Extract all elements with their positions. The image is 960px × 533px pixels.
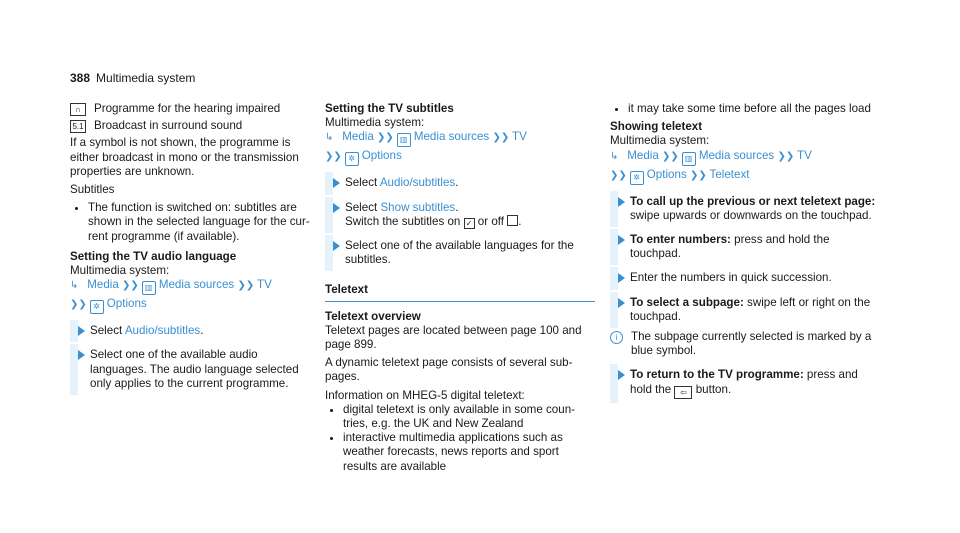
step	[325, 201, 595, 229]
menu-item-audio-subtitles: Audio/subtitles	[379, 176, 456, 190]
return-arrow-icon: ↳	[70, 280, 79, 292]
media-sources-icon: ▥	[142, 281, 156, 295]
symbol-row-surround	[70, 119, 310, 133]
step	[70, 324, 310, 338]
hearing-impaired-icon: ∩	[70, 103, 86, 116]
path-teletext: Teletext	[709, 167, 750, 181]
menu-path-cont	[325, 149, 595, 166]
step	[610, 296, 880, 324]
symbol-desc: Broadcast in surround sound	[94, 119, 243, 133]
menu-item-audio-subtitles: Audio/subtitles	[124, 324, 201, 338]
checkbox-checked-icon: ✓	[464, 218, 475, 229]
heading-showing-teletext: Showing teletext	[610, 120, 703, 134]
step-text: swipe upwards or downwards on the touchpad.	[630, 208, 872, 222]
step-arrow-icon	[618, 197, 625, 207]
step-arrow-icon	[618, 273, 625, 283]
chevron-double-icon: ❯❯	[492, 132, 513, 144]
symbol-row-hearing	[70, 102, 310, 116]
path-media: Media	[87, 278, 119, 292]
path-tv: TV	[257, 278, 272, 292]
step	[70, 348, 310, 391]
chevron-double-icon: ❯❯	[777, 150, 798, 162]
page-number: 388	[70, 71, 91, 85]
column-3	[610, 102, 880, 405]
step-text: .	[200, 324, 204, 338]
step-arrow-icon	[78, 326, 85, 336]
symbol-desc: Programme for the hearing impaired	[94, 102, 281, 115]
step-bold: To enter numbers:	[630, 233, 731, 247]
menu-item-show-subtitles: Show subtitles	[380, 200, 456, 214]
bullet-list	[70, 201, 310, 244]
step-arrow-icon	[618, 235, 625, 245]
media-sources-icon: ▥	[397, 133, 411, 147]
paragraph: A dynamic teletext page consists of several sub-pages.	[325, 356, 573, 384]
page-header	[70, 71, 195, 85]
step	[610, 195, 880, 223]
step	[610, 368, 880, 398]
list-item: • digital teletext is only available in some countries, e.g. the UK and New Zealand	[343, 403, 595, 431]
path-options: Options	[361, 149, 402, 163]
step	[325, 239, 595, 267]
section-teletext: Teletext	[325, 283, 595, 301]
heading-subtitles: Setting the TV subtitles	[325, 102, 454, 115]
step-text: Switch the subtitles on	[345, 214, 464, 228]
step-text: Select	[345, 176, 380, 190]
system-label: Multimedia system:	[70, 264, 170, 278]
chevron-double-icon: ❯❯	[122, 280, 142, 292]
paragraph: If a symbol is not shown, the programme is either broadcast in mono or the transmission properties are unknown.	[70, 136, 299, 178]
step-text: .	[518, 214, 522, 228]
step-bold: To call up the previous or next teletext page:	[630, 194, 876, 208]
path-tv: TV	[512, 130, 527, 144]
chevron-double-icon: ❯❯	[610, 169, 630, 181]
column-2	[325, 102, 595, 480]
system-label: Multimedia system:	[610, 134, 710, 148]
page-title: Multimedia system	[96, 71, 196, 85]
system-label: Multimedia system:	[325, 116, 425, 130]
list-item: • interactive multimedia applications such as weather forecasts, news reports and sport results are available	[343, 431, 595, 474]
paragraph: Teletext pages are located between page 100 and page 899.	[325, 323, 582, 352]
step-text: swipe left or right on the touchpad.	[630, 295, 871, 323]
back-button-icon: ⇦	[674, 386, 692, 399]
chevron-double-icon: ❯❯	[377, 132, 397, 144]
menu-path	[70, 278, 310, 295]
step-text: .	[455, 176, 459, 190]
step-bold: To select a subpage:	[630, 295, 744, 309]
media-sources-icon: ▥	[682, 152, 696, 166]
bullet-list	[610, 102, 880, 116]
menu-path-cont	[610, 168, 880, 185]
chevron-double-icon: ❯❯	[237, 280, 258, 292]
list-item: • it may take some time before all the pages load	[628, 102, 880, 116]
info-icon: i	[610, 331, 623, 344]
step-text: Enter the numbers in quick succession.	[630, 271, 832, 285]
step-bold: To return to the TV programme:	[630, 368, 804, 382]
chevron-double-icon: ❯❯	[662, 150, 682, 162]
step-arrow-icon	[618, 298, 625, 308]
gear-icon: ✲	[630, 171, 644, 185]
path-media-sources: Media sources	[413, 130, 490, 144]
chevron-double-icon: ❯❯	[689, 169, 710, 181]
bullet-list	[325, 403, 595, 474]
step-text: Select one of the available languages for the subtitles.	[345, 239, 574, 267]
menu-path-cont	[70, 297, 310, 314]
step	[610, 271, 880, 285]
path-media-sources: Media sources	[698, 148, 775, 162]
info-note	[610, 330, 880, 358]
step-text: Select one of the available audio languages. The audio language selected only applies to the current programme.	[90, 348, 299, 390]
menu-path	[325, 130, 595, 147]
label-subtitles: Subtitles	[70, 183, 115, 197]
path-media: Media	[342, 130, 374, 144]
return-arrow-icon: ↳	[325, 132, 334, 144]
surround-sound-icon: 5.1	[70, 120, 86, 133]
path-media-sources: Media sources	[158, 278, 235, 292]
list-item: • The function is switched on: subtitles are shown in the selected language for the current programme (if available).	[88, 201, 310, 244]
step-text: .	[455, 200, 459, 214]
chevron-double-icon: ❯❯	[70, 299, 90, 311]
path-media: Media	[627, 148, 659, 162]
step-text: press and hold the touchpad.	[630, 233, 830, 261]
path-options: Options	[646, 167, 687, 181]
step-arrow-icon	[78, 350, 85, 360]
gear-icon: ✲	[90, 300, 104, 314]
path-options: Options	[106, 297, 147, 311]
menu-path	[610, 149, 880, 166]
checkbox-empty-icon	[507, 215, 518, 226]
step-text: button.	[692, 382, 732, 396]
heading-audio-language: Setting the TV audio language	[70, 249, 237, 263]
heading-teletext-overview: Teletext overview	[325, 309, 421, 323]
step-text: press and hold the	[630, 368, 858, 396]
paragraph: Information on MHEG-5 digital teletext:	[325, 388, 525, 402]
step-text: Select	[90, 324, 125, 338]
gear-icon: ✲	[345, 152, 359, 166]
step-arrow-icon	[618, 370, 625, 380]
step-arrow-icon	[333, 178, 340, 188]
step	[610, 233, 880, 261]
chevron-double-icon: ❯❯	[325, 151, 345, 163]
step-text: or off	[474, 214, 508, 228]
step-arrow-icon	[333, 241, 340, 251]
column-1	[70, 102, 310, 397]
step-text: Select	[345, 200, 381, 214]
note-text: The subpage currently selected is marked by a blue symbol.	[631, 330, 872, 358]
step	[325, 176, 595, 190]
return-arrow-icon: ↳	[610, 150, 619, 162]
step-arrow-icon	[333, 203, 340, 213]
path-tv: TV	[797, 148, 812, 162]
